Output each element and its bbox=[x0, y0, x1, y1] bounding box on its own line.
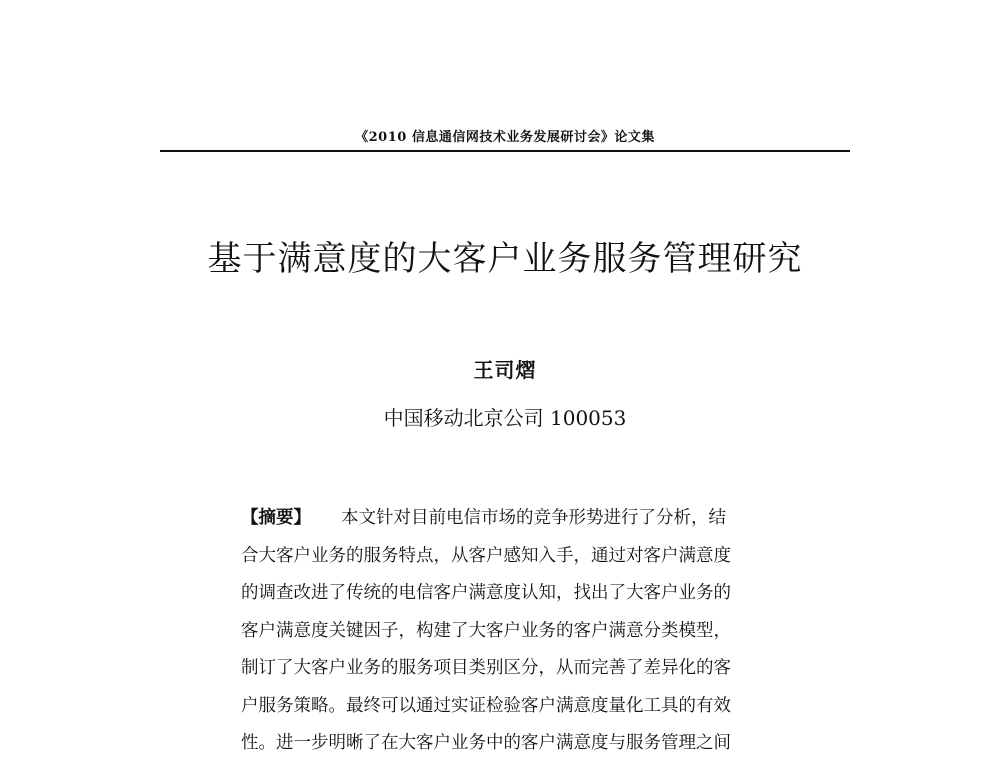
author-name: 王司熠 bbox=[473, 358, 537, 382]
abstract-label: 【摘要】 bbox=[241, 508, 311, 528]
abstract-text: 本文针对目前电信市场的竞争形势进行了分析，结 bbox=[341, 508, 726, 528]
abstract bbox=[241, 500, 781, 760]
abstract-line: 的调查改进了传统的电信客户满意度认知，找出了大客户业务的 bbox=[241, 583, 731, 603]
header-rule bbox=[160, 150, 850, 152]
paper-title: 基于满意度的大客户业务服务管理研究 bbox=[207, 239, 803, 279]
abstract-line: 制订了大客户业务的服务项目类别区分，从而完善了差异化的客 bbox=[241, 658, 731, 678]
abstract-line: 户服务策略。最终可以通过实证检验客户满意度量化工具的有效 bbox=[241, 695, 731, 716]
abstract-line: 性。进一步明晰了在大客户业务中的客户满意度与服务管理之间 bbox=[241, 733, 731, 753]
running-header: 《2010 信息通信网技术业务发展研讨会》论文集 bbox=[355, 130, 655, 145]
abstract-line bbox=[241, 500, 781, 538]
abstract-line: 客户满意度关键因子，构建了大客户业务的客户满意分类模型， bbox=[241, 620, 731, 641]
abstract-line: 合大客户业务的服务特点，从客户感知入手，通过对客户满意度 bbox=[241, 545, 731, 566]
author-affiliation: 中国移动北京公司 100053 bbox=[383, 406, 627, 430]
